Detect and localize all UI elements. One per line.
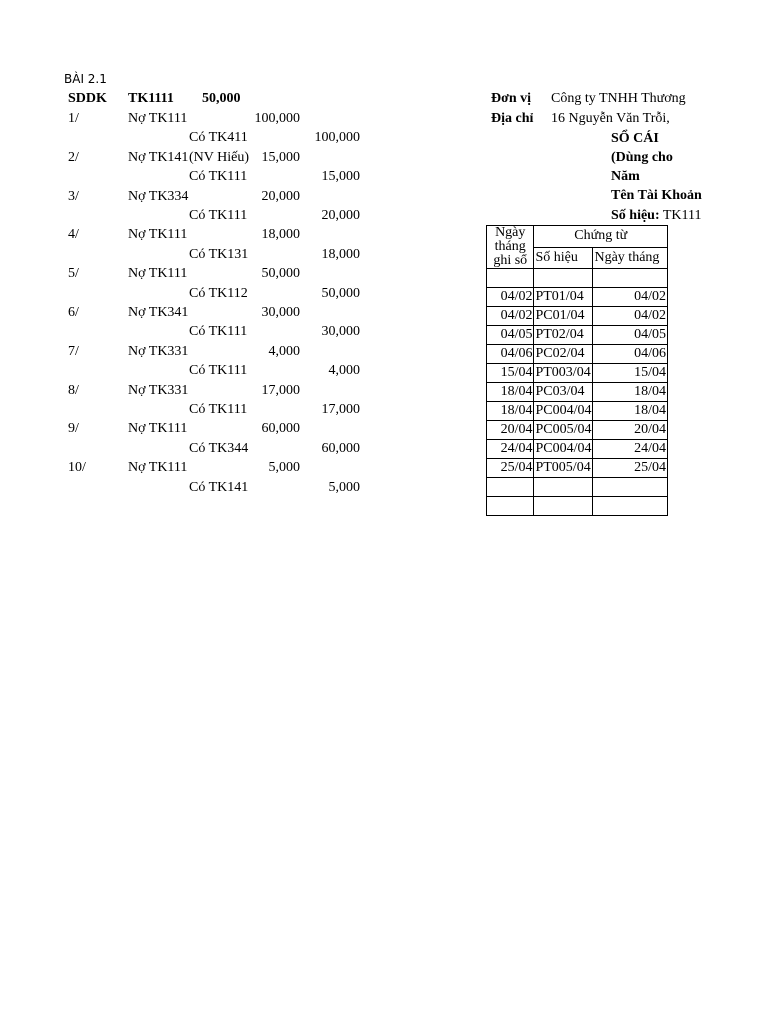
entry-debit-amount: 17,000 — [261, 382, 300, 398]
entry-credit-account: Có TK111 — [189, 324, 248, 340]
table-row — [487, 383, 668, 402]
unit-value: Công ty TNHH Thương — [551, 91, 686, 106]
table-row — [487, 345, 668, 364]
exercise-title: BÀI 2.1 — [64, 72, 107, 86]
row-doc-no: PT01/04 — [534, 288, 593, 307]
entry-credit-amount: 50,000 — [321, 285, 360, 301]
entry-credit-amount: 20,000 — [321, 208, 360, 223]
opening-account: TK1111 — [128, 91, 174, 106]
entry-credit-amount: 30,000 — [321, 324, 360, 340]
account-code — [611, 206, 702, 225]
entry-credit-amount: 18,000 — [321, 246, 360, 262]
ledger-rows — [487, 269, 668, 516]
entry-debit-amount: 60,000 — [261, 421, 300, 437]
row-doc-date: 04/02 — [593, 307, 668, 326]
row-date — [487, 269, 534, 288]
entry-debit-account: Nợ TK341 — [128, 305, 189, 320]
col-doc-header: Chứng từ — [534, 226, 668, 248]
table-row — [487, 402, 668, 421]
entry-debit-account: Nợ TK111 — [128, 266, 188, 282]
row-doc-date — [593, 497, 668, 516]
row-date: 04/02 — [487, 288, 534, 307]
entry-debit-account: Nợ TK111 — [128, 111, 188, 126]
entry-credit-account: Có TK111 — [189, 208, 248, 223]
row-doc-date: 24/04 — [593, 440, 668, 459]
entry-number: 1/ — [68, 111, 79, 126]
entry-credit-account: Có TK411 — [189, 130, 248, 146]
row-date: 25/04 — [487, 459, 534, 478]
row-doc-date: 25/04 — [593, 459, 668, 478]
entry-credit-amount: 4,000 — [328, 363, 360, 379]
entry-number: 8/ — [68, 382, 79, 398]
entry-credit-amount: 60,000 — [321, 440, 360, 456]
entry-debit-amount: 30,000 — [261, 305, 300, 320]
entry-debit-amount: 5,000 — [268, 460, 300, 476]
row-date: 18/04 — [487, 383, 534, 402]
table-row — [487, 288, 668, 307]
entry-credit-account: Có TK111 — [189, 169, 248, 185]
account-code-label: Số hiệu: — [611, 208, 660, 223]
table-row — [487, 421, 668, 440]
entry-debit-amount: 20,000 — [261, 188, 300, 204]
entry-number: 10/ — [68, 460, 86, 476]
entry-debit-account: Nợ TK141 — [128, 149, 189, 165]
col-date-header: Ngày tháng ghi sổ — [487, 226, 534, 269]
row-doc-no: PC005/04 — [534, 421, 593, 440]
table-row — [487, 440, 668, 459]
entry-credit-account: Có TK131 — [189, 246, 249, 262]
col-doc-no-header: Số hiệu — [534, 247, 593, 269]
entry-number: 7/ — [68, 343, 79, 359]
entry-credit-amount: 17,000 — [321, 402, 360, 417]
row-date: 24/04 — [487, 440, 534, 459]
row-doc-date: 20/04 — [593, 421, 668, 440]
entry-credit-account: Có TK141 — [189, 479, 249, 495]
ledger-subtitle: (Dùng cho — [611, 150, 673, 165]
row-doc-no — [534, 269, 593, 288]
row-doc-no: PT003/04 — [534, 364, 593, 383]
opening-label: SDDK — [68, 91, 107, 106]
row-doc-date: 04/05 — [593, 326, 668, 345]
row-date: 04/02 — [487, 307, 534, 326]
year-label: Năm — [611, 169, 640, 184]
opening-amount: 50,000 — [202, 91, 241, 106]
row-doc-no: PC01/04 — [534, 307, 593, 326]
entry-debit-amount: 4,000 — [268, 343, 300, 359]
row-date: 15/04 — [487, 364, 534, 383]
entry-debit-account: Nợ TK334 — [128, 188, 189, 204]
entry-debit-account: Nợ TK331 — [128, 343, 189, 359]
row-date: 20/04 — [487, 421, 534, 440]
table-row — [487, 326, 668, 345]
address-value: 16 Nguyễn Văn Trỗi, — [551, 111, 670, 126]
entry-credit-account: Có TK112 — [189, 285, 248, 301]
table-row — [487, 307, 668, 326]
row-doc-no: PC004/04 — [534, 440, 593, 459]
entry-credit-account: Có TK111 — [189, 402, 248, 417]
entry-credit-amount: 100,000 — [314, 130, 360, 146]
row-doc-date: 04/06 — [593, 345, 668, 364]
entry-credit-amount: 15,000 — [321, 169, 360, 185]
entry-debit-account: Nợ TK111 — [128, 227, 188, 243]
entry-number: 9/ — [68, 421, 79, 437]
row-doc-date — [593, 478, 668, 497]
row-date: 04/05 — [487, 326, 534, 345]
row-doc-date: 18/04 — [593, 402, 668, 421]
row-doc-no: PC02/04 — [534, 345, 593, 364]
address-label: Địa chỉ — [491, 111, 534, 126]
row-doc-date: 04/02 — [593, 288, 668, 307]
row-date — [487, 478, 534, 497]
entry-credit-amount: 5,000 — [328, 479, 360, 495]
entry-credit-account: Có TK111 — [189, 363, 248, 379]
row-doc-no: PC03/04 — [534, 383, 593, 402]
entry-number: 6/ — [68, 305, 79, 320]
entry-number: 4/ — [68, 227, 79, 243]
ledger-table — [486, 225, 668, 516]
table-row — [487, 478, 668, 497]
ledger-title: SỔ CÁI — [611, 131, 659, 146]
table-row — [487, 269, 668, 288]
entry-number: 5/ — [68, 266, 79, 282]
table-row — [487, 364, 668, 383]
entry-debit-amount: 15,000 — [261, 149, 300, 165]
entry-number: 2/ — [68, 149, 79, 165]
entry-debit-account: Nợ TK111 — [128, 421, 188, 437]
account-name-label: Tên Tài Khoản — [611, 188, 702, 203]
row-doc-no: PC004/04 — [534, 402, 593, 421]
table-row — [487, 459, 668, 478]
row-date: 04/06 — [487, 345, 534, 364]
row-doc-no: PT02/04 — [534, 326, 593, 345]
entry-credit-account: Có TK344 — [189, 440, 249, 456]
unit-label: Đơn vị — [491, 91, 532, 106]
entry-debit-amount: 50,000 — [261, 266, 300, 282]
row-date — [487, 497, 534, 516]
row-doc-date — [593, 269, 668, 288]
entry-debit-account: Nợ TK331 — [128, 382, 189, 398]
col-doc-date-header: Ngày tháng — [593, 247, 668, 269]
row-doc-date: 18/04 — [593, 383, 668, 402]
entry-debit-amount: 100,000 — [254, 111, 300, 126]
table-row — [487, 497, 668, 516]
row-date: 18/04 — [487, 402, 534, 421]
row-doc-no — [534, 497, 593, 516]
account-code-value: TK111 — [662, 208, 702, 223]
entry-number: 3/ — [68, 188, 79, 204]
row-doc-no: PT005/04 — [534, 459, 593, 478]
entry-note: (NV Hiếu) — [189, 149, 250, 165]
entry-debit-amount: 18,000 — [261, 227, 300, 243]
row-doc-date: 15/04 — [593, 364, 668, 383]
row-doc-no — [534, 478, 593, 497]
entry-debit-account: Nợ TK111 — [128, 460, 188, 476]
